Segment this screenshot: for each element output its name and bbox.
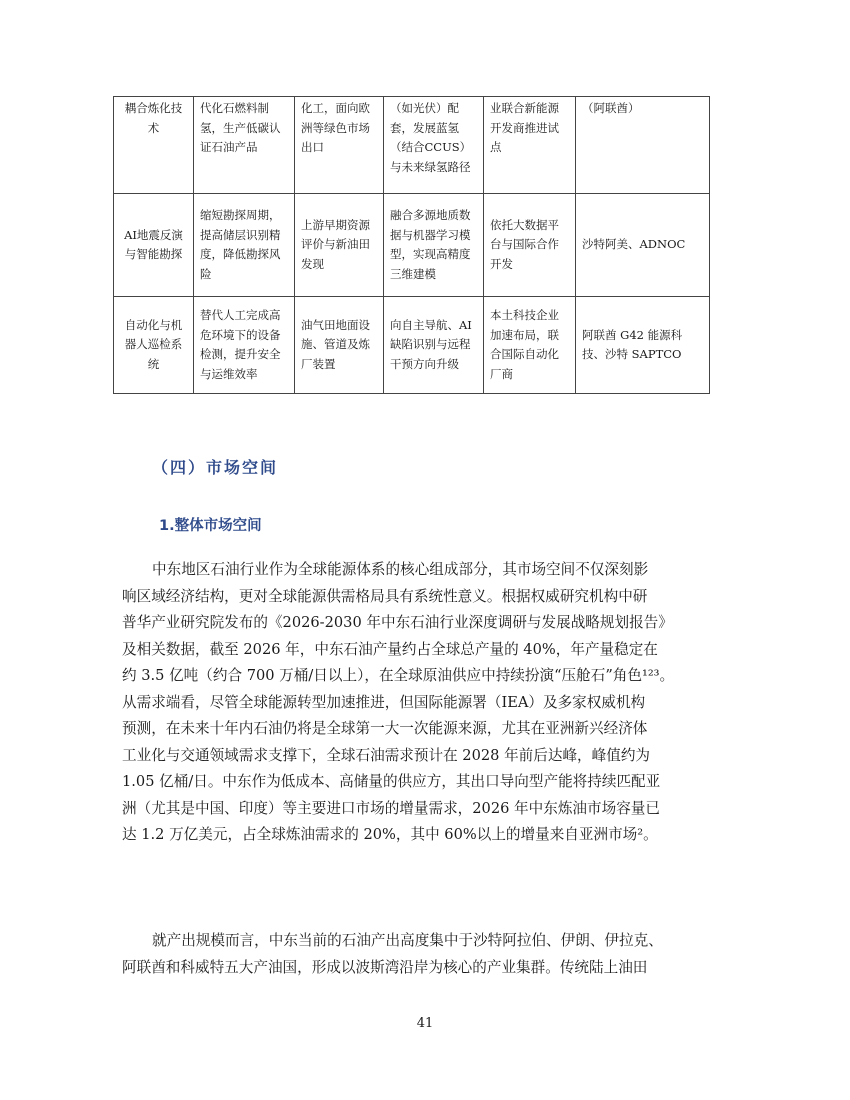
table-cell: 耦合炼化技术 <box>114 97 194 194</box>
paragraph-line: 从需求端看，尽管全球能源转型加速推进，但国际能源署（IEA）及多家权威机构 <box>122 693 646 711</box>
body-paragraph <box>122 557 734 849</box>
paragraph-line: 预测，在未来十年内石油仍将是全球第一大一次能源来源，尤其在亚洲新兴经济体 <box>122 720 648 737</box>
table-cell: 阿联酋 G42 能源科技、沙特 SAPTCO <box>576 297 710 394</box>
table-cell: 油气田地面设施、管道及炼厂装置 <box>295 297 384 394</box>
table-cell: 缩短勘探周期，提高储层识别精度，降低勘探风险 <box>194 194 295 297</box>
technology-table <box>113 96 710 394</box>
table-cell: AI地震反演与智能勘探 <box>114 194 194 297</box>
table-cell: 替代人工完成高危环境下的设备检测，提升安全与运维效率 <box>194 297 295 394</box>
section-heading: （四）市场空间 <box>152 458 279 477</box>
table-row <box>114 97 710 194</box>
table-cell: 本土科技企业加速布局，联合国际自动化厂商 <box>484 297 576 394</box>
subsection-heading: 1.整体市场空间 <box>159 518 262 534</box>
table-cell: 向自主导航、AI缺陷识别与远程干预方向升级 <box>384 297 484 394</box>
table-cell: 融合多源地质数据与机器学习模型，实现高精度三维建模 <box>384 194 484 297</box>
table-cell: 沙特阿美、ADNOC <box>576 194 710 297</box>
table-cell: （阿联酋） <box>576 97 710 194</box>
paragraph-line: 及相关数据，截至 2026 年，中东石油产量约占全球总产量的 40%，年产量稳定在 <box>122 640 658 658</box>
body-paragraph <box>122 928 734 981</box>
paragraph-line: 工业化与交通领域需求支撑下，全球石油需求预计在 2028 年前后达峰，峰值约为 <box>122 746 651 764</box>
table-row <box>114 297 710 394</box>
table-cell: （如光伏）配套，发展蓝氢（结合CCUS）与未来绿氢路径 <box>384 97 484 194</box>
paragraph-line: 就产出规模而言，中东当前的石油产出高度集中于沙特阿拉伯、伊朗、伊拉克、 <box>152 932 663 949</box>
paragraph-line: 约 3.5 亿吨（约合 700 万桶/日以上），在全球原油供应中持续扮演“压舱石”角色¹²³。 <box>122 667 675 684</box>
paragraph-line: 中东地区石油行业作为全球能源体系的核心组成部分，其市场空间不仅深刻影 <box>152 561 649 578</box>
table-cell: 依托大数据平台与国际合作开发 <box>484 194 576 297</box>
table-cell: 自动化与机器人巡检系统 <box>114 297 194 394</box>
paragraph-line: 响区域经济结构，更对全球能源供需格局具有系统性意义。根据权威研究机构中研 <box>122 587 648 605</box>
paragraph-line: 达 1.2 万亿美元，占全球炼油需求的 20%，其中 60%以上的增量来自亚洲市场²。 <box>122 826 658 843</box>
table-cell: 代化石燃料制氢，生产低碳认证石油产品 <box>194 97 295 194</box>
page-number: 41 <box>416 1016 434 1031</box>
paragraph-line: 1.05 亿桶/日。中东作为低成本、高储量的供应方，其出口导向型产能将持续匹配亚 <box>122 773 661 790</box>
table-row <box>114 194 710 297</box>
paragraph-line: 阿联酋和科威特五大产油国，形成以波斯湾沿岸为核心的产业集群。传统陆上油田 <box>122 958 648 976</box>
table-cell: 业联合新能源开发商推进试点 <box>484 97 576 194</box>
paragraph-line: 洲（尤其是中国、印度）等主要进口市场的增量需求，2026 年中东炼油市场容量已 <box>122 799 660 817</box>
table-cell: 化工，面向欧洲等绿色市场出口 <box>295 97 384 194</box>
table-cell: 上游早期资源评价与新油田发现 <box>295 194 384 297</box>
paragraph-line: 普华产业研究院发布的《2026-2030 年中东石油行业深度调研与发展战略规划报告》 <box>122 614 673 631</box>
